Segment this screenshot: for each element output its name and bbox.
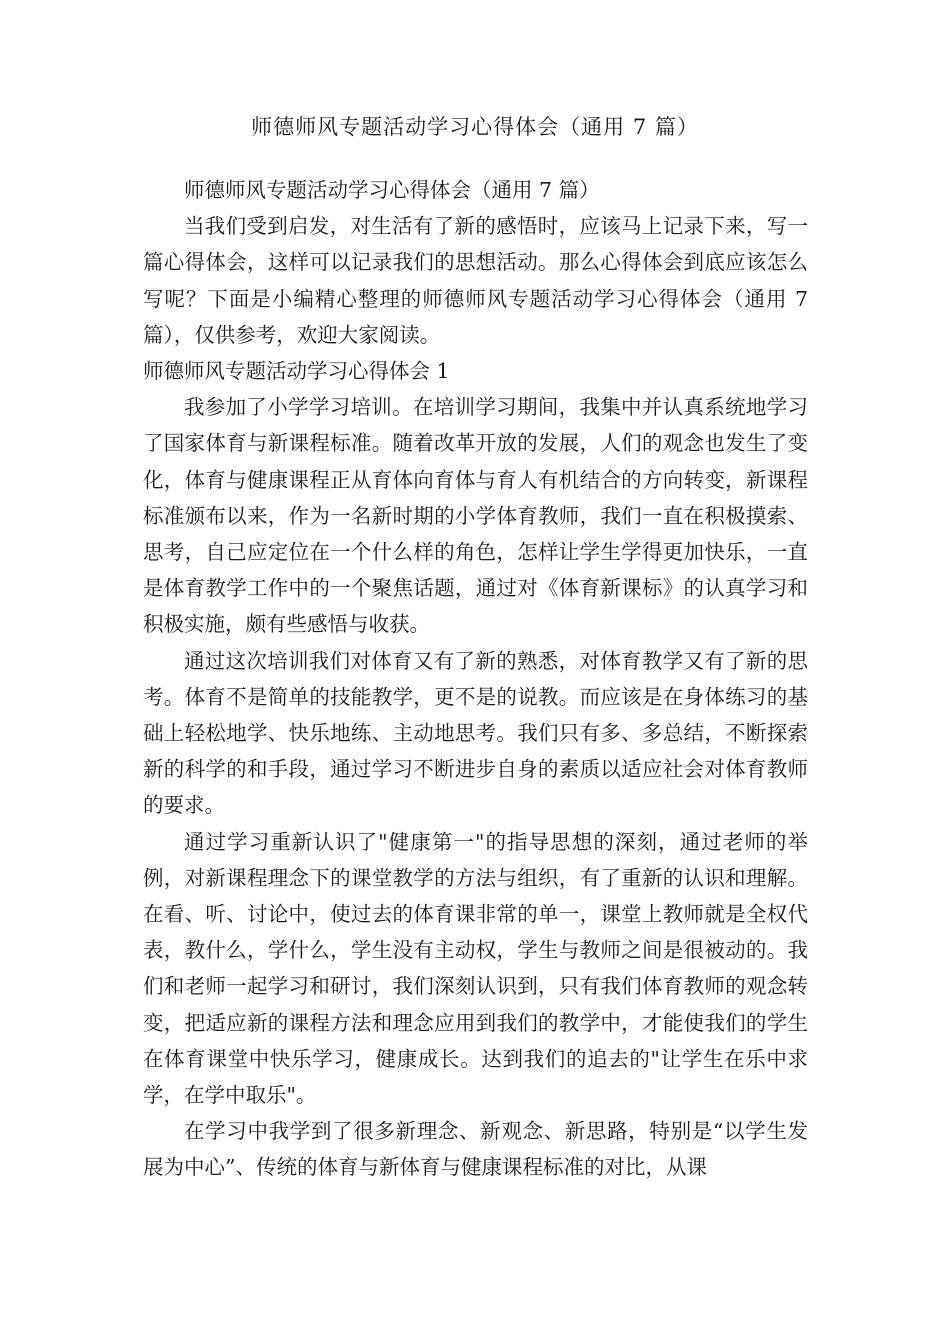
body-paragraph: 通过这次培训我们对体育又有了新的熟悉，对体育教学又有了新的思考。体育不是简单的技能教学，更不是的说教。而应该是在身体练习的基础上轻松地学、快乐地练、主动地思考。我们只有多、多总结，不断探索新的科学的和手段，通过学习不断进步自身的素质以适应社会对体育教师的要求。 bbox=[143, 648, 808, 818]
intro-paragraph: 当我们受到启发，对生活有了新的感悟时，应该马上记录下来，写一篇心得体会，这样可以记录我们的思想活动。那么心得体会到底应该怎么写呢？下面是小编精心整理的师德师风专题活动学习心得体会（通用 7 篇），仅供参考，欢迎大家阅读。 bbox=[143, 214, 808, 347]
body-paragraph: 通过学习重新认识了"健康第一"的指导思想的深刻，通过老师的举例，对新课程理念下的课堂教学的方法与组织，有了重新的认识和理解。在看、听、讨论中，使过去的体育课非常的单一，课堂上教师就是全权代表，教什么，学什么，学生没有主动权，学生与教师之间是很被动的。我们和老师一起学习和研讨，我们深刻认识到，只有我们体育教师的观念转变，把适应新的课程方法和理念应用到我们的教学中，才能使我们的学生在体育课堂中快乐学习，健康成长。达到我们的追去的"让学生在乐中求学，在学中取乐"。 bbox=[143, 829, 808, 1108]
document-body bbox=[143, 172, 808, 1186]
body-paragraph: 我参加了小学学习培训。在培训学习期间，我集中并认真系统地学习了国家体育与新课程标准。随着改革开放的发展，人们的观念也发生了变化，体育与健康课程正从育体向育体与育人有机结合的方向转变，新课程标准颁布以来，作为一名新时期的小学体育教师，我们一直在积极摸索、思考，自己应定位在一个什么样的角色，怎样让学生学得更加快乐，一直是体育教学工作中的一个聚焦话题，通过对《体育新课标》的认真学习和积极实施，颇有些感悟与收获。 bbox=[143, 395, 808, 637]
body-paragraph: 在学习中我学到了很多新理念、新观念、新思路，特别是“以学生发展为中心”、传统的体育与新体育与健康课程标准的对比，从课 bbox=[143, 1119, 808, 1180]
section-heading: 师德师风专题活动学习心得体会 1 bbox=[143, 359, 450, 384]
document-title: 师德师风专题活动学习心得体会（通用 7 篇） bbox=[251, 115, 699, 139]
subtitle-paragraph: 师德师风专题活动学习心得体会（通用 7 篇） bbox=[184, 178, 600, 202]
